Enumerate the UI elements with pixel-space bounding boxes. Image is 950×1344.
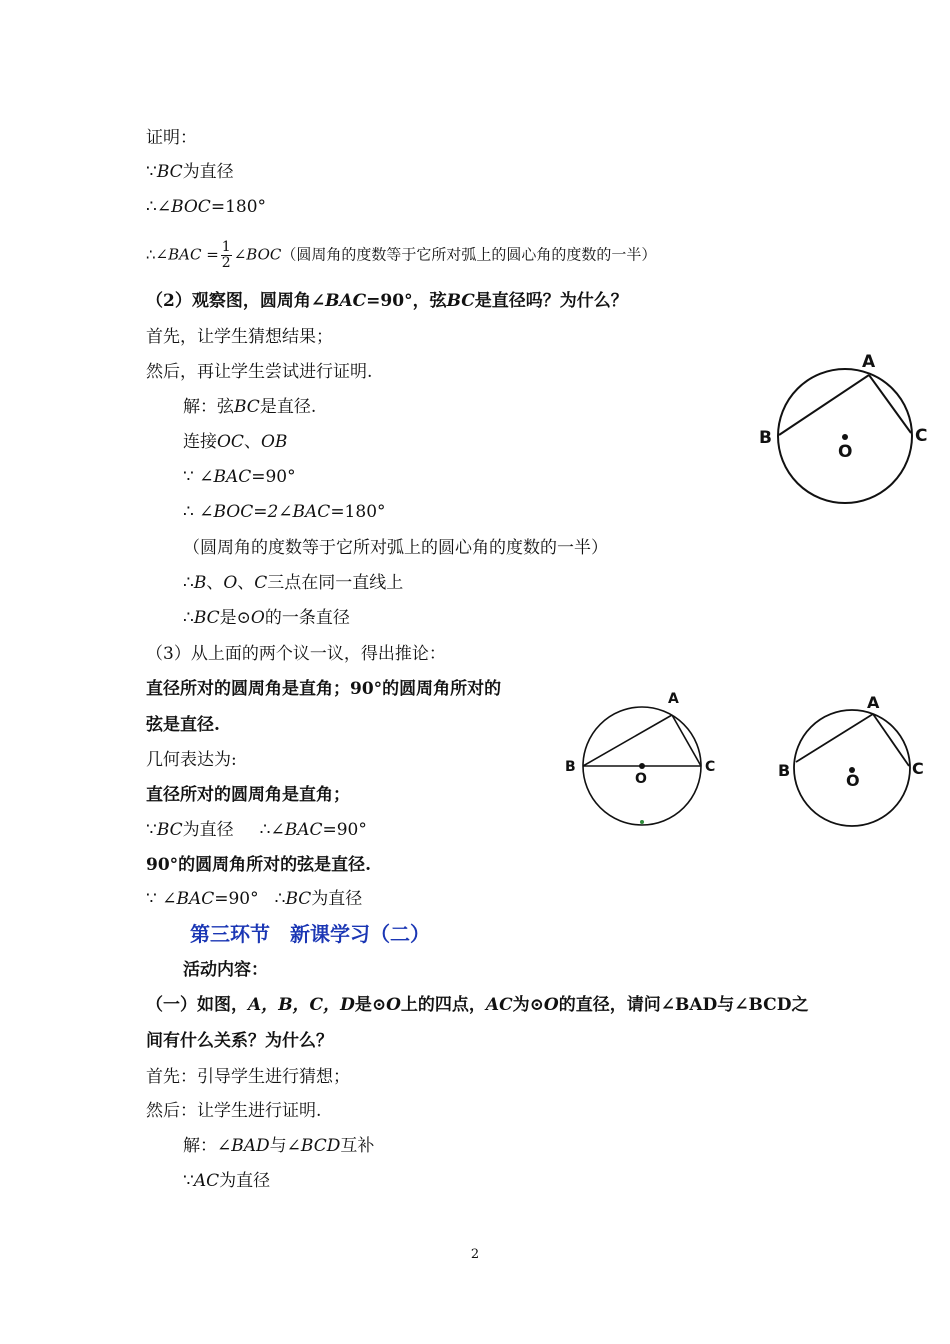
q3-rule-1-expr: ∵BC为直径 ∴∠BAC=90° — [146, 820, 367, 840]
label-b: B — [759, 428, 772, 448]
proof-line-3: ∴∠BAC = $\frac{1}{2}$ ∠BOC（圆周角的度数等于它所对弧上的圆心角的度数的一半） — [146, 239, 657, 271]
label-b: B — [565, 759, 576, 775]
q2-step-3: ∴B、O、C三点在同一直线上 — [183, 573, 404, 593]
q2-answer: 解：弦BC是直径. — [183, 397, 317, 417]
proof-heading: 证明： — [146, 128, 197, 148]
q3-title: （3）从上面的两个议一议，得出推论： — [146, 644, 446, 664]
q2-then: 然后，再让学生尝试进行证明. — [146, 362, 373, 382]
label-c: C — [912, 759, 924, 778]
section-then: 然后：让学生进行证明. — [146, 1101, 322, 1121]
section-answer: 解：∠BAD与∠BCD互补 — [183, 1136, 375, 1156]
circle-figure-1 — [755, 345, 940, 510]
label-a: A — [668, 691, 679, 707]
circle-figure-3 — [770, 690, 940, 835]
label-c: C — [705, 759, 716, 775]
chord-ba — [583, 715, 672, 766]
q3-rule-2: 90°的圆周角所对的弦是直径. — [146, 855, 372, 875]
label-o: O — [635, 771, 647, 787]
q3-rule-1: 直径所对的圆周角是直角； — [146, 785, 350, 805]
section-heading: 第三环节 新课学习（二） — [190, 922, 430, 946]
problem-1-line-2: 间有什么关系？为什么？ — [146, 1031, 333, 1051]
circle-figure-2 — [562, 685, 727, 830]
center-point — [842, 434, 848, 440]
label-c: C — [915, 426, 928, 446]
q2-step-4: ∴BC是⊙O的一条直径 — [183, 608, 350, 628]
proof-line-1: ∵BC为直径 — [146, 162, 234, 182]
page-number: 2 — [470, 1247, 480, 1262]
section-last: ∵AC为直径 — [183, 1171, 271, 1191]
half-fraction: $\frac{1}{2}$ — [221, 239, 231, 271]
chord-ac — [672, 715, 701, 766]
section-first: 首先：引导学生进行猜想； — [146, 1067, 350, 1087]
label-a: A — [862, 352, 876, 372]
q2-connect: 连接OC、OB — [183, 432, 288, 452]
q3-conclusion-a: 直径所对的圆周角是直角；90°的圆周角所对的 — [146, 679, 502, 699]
q3-geo-label: 几何表达为: — [146, 750, 237, 770]
q3-rule-2-expr: ∵ ∠BAC=90° ∴BC为直径 — [146, 889, 363, 909]
q2-first: 首先，让学生猜想结果； — [146, 327, 333, 347]
q2-step-2: ∴ ∠BOC=2∠BAC=180° — [183, 502, 386, 522]
label-o: O — [846, 771, 860, 790]
label-b: B — [778, 761, 791, 780]
q2-question: （2）观察图，圆周角∠BAC=90°，弦BC是直径吗？为什么？ — [146, 291, 628, 311]
q2-step-1: ∵ ∠BAC=90° — [183, 467, 296, 487]
q2-reason: （圆周角的度数等于它所对弧上的圆心角的度数的一半） — [183, 538, 608, 558]
q3-conclusion-b: 弦是直径. — [146, 715, 220, 735]
green-marker — [640, 820, 644, 824]
label-o: O — [838, 442, 853, 462]
activity-label: 活动内容： — [183, 960, 268, 980]
chord-ba — [779, 375, 869, 435]
chord-ba — [796, 714, 873, 762]
label-a: A — [867, 693, 880, 712]
problem-1-line-1: （一）如图，A，B，C，D是⊙O上的四点，AC为⊙O的直径，请问∠BAD与∠BCD之 — [146, 995, 809, 1015]
proof-line-2: ∴∠BOC=180° — [146, 197, 267, 217]
center-point — [639, 763, 645, 769]
